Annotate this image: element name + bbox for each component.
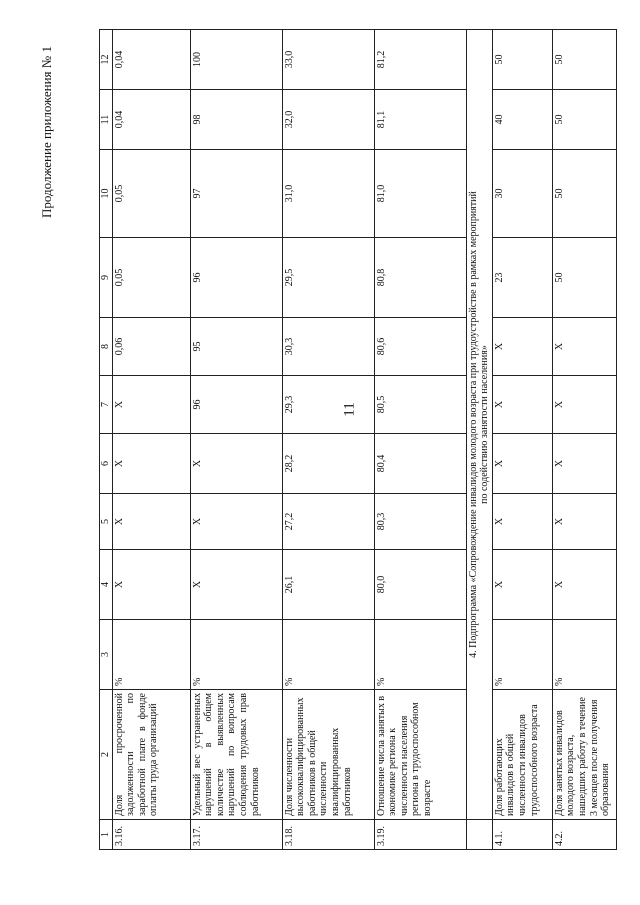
value-cell: 80,4 bbox=[374, 434, 466, 494]
value-cell: X bbox=[552, 376, 616, 434]
value-cell: 0,04 bbox=[112, 30, 190, 90]
indicator-name: Удельный вес устраненных нарушений в общем количестве выявленных нарушений по вопросам соблюдения трудовых прав работников bbox=[190, 690, 282, 820]
value-cell: 28,2 bbox=[282, 434, 374, 494]
header-cell: 8 bbox=[100, 318, 113, 376]
value-cell: 50 bbox=[492, 30, 552, 90]
unit-cell: % bbox=[282, 620, 374, 690]
header-cell: 5 bbox=[100, 494, 113, 550]
value-cell: X bbox=[112, 376, 190, 434]
indicator-name: Отношение числа занятых в экономике региона к численности населения региона в трудоспособном возрасте bbox=[374, 690, 466, 820]
value-cell: X bbox=[190, 494, 282, 550]
header-cell: 2 bbox=[100, 690, 113, 820]
header-cell: 9 bbox=[100, 238, 113, 318]
unit-cell: % bbox=[552, 620, 616, 690]
value-cell: X bbox=[190, 550, 282, 620]
value-cell: 0,05 bbox=[112, 238, 190, 318]
unit-cell: % bbox=[112, 620, 190, 690]
row-number: 3.18. bbox=[282, 820, 374, 850]
row-number: 3.19. bbox=[374, 820, 466, 850]
row-number: 3.17. bbox=[190, 820, 282, 850]
row-number: 4.2. bbox=[552, 820, 616, 850]
value-cell: 50 bbox=[552, 90, 616, 150]
value-cell: 32,0 bbox=[282, 90, 374, 150]
table-row bbox=[492, 30, 552, 850]
indicator-name: Доля занятых инвалидов молодого возраста, нашедших работу в течение 3 месяцев после получения образования bbox=[552, 690, 616, 820]
value-cell: 0,06 bbox=[112, 318, 190, 376]
value-cell: 80,6 bbox=[374, 318, 466, 376]
section-heading-line-1: 4. Подпрограмма «Сопровождение инвалидов молодого возраста при трудоустройстве в рамках мероприятий bbox=[467, 191, 479, 658]
section-heading bbox=[466, 30, 492, 820]
value-cell: X bbox=[552, 318, 616, 376]
value-cell: 0,05 bbox=[112, 150, 190, 238]
section-row bbox=[466, 30, 492, 850]
value-cell: 96 bbox=[190, 376, 282, 434]
value-cell: X bbox=[112, 494, 190, 550]
unit-cell: % bbox=[492, 620, 552, 690]
value-cell: 26,1 bbox=[282, 550, 374, 620]
value-cell: X bbox=[552, 494, 616, 550]
indicator-name: Доля просроченной задолженности по заработной плате в фонде оплаты труда организаций bbox=[112, 690, 190, 820]
value-cell: 50 bbox=[552, 30, 616, 90]
value-cell: 96 bbox=[190, 238, 282, 318]
table-row bbox=[112, 30, 190, 850]
indicator-name: Доля численности высококвалифицированных работников в общей численности квалифицированных работников bbox=[282, 690, 374, 820]
rotated-table-area bbox=[99, 30, 612, 850]
header-cell: 7 bbox=[100, 376, 113, 434]
value-cell: 0,04 bbox=[112, 90, 190, 150]
value-cell: 33,0 bbox=[282, 30, 374, 90]
value-cell: 81,0 bbox=[374, 150, 466, 238]
table-body bbox=[100, 30, 617, 850]
value-cell: X bbox=[492, 434, 552, 494]
value-cell: 80,0 bbox=[374, 550, 466, 620]
header-row bbox=[100, 30, 113, 850]
table-row bbox=[190, 30, 282, 850]
header-cell: 3 bbox=[100, 620, 113, 690]
value-cell: X bbox=[112, 434, 190, 494]
value-cell: 100 bbox=[190, 30, 282, 90]
header-cell: 10 bbox=[100, 150, 113, 238]
section-spacer bbox=[466, 820, 492, 850]
header-cell: 6 bbox=[100, 434, 113, 494]
value-cell: 31,0 bbox=[282, 150, 374, 238]
value-cell: 97 bbox=[190, 150, 282, 238]
value-cell: 30 bbox=[492, 150, 552, 238]
value-cell: 81,1 bbox=[374, 90, 466, 150]
value-cell: 80,5 bbox=[374, 376, 466, 434]
unit-cell: % bbox=[374, 620, 466, 690]
value-cell: X bbox=[492, 550, 552, 620]
header-cell: 1 bbox=[100, 820, 113, 850]
value-cell: 98 bbox=[190, 90, 282, 150]
header-cell: 4 bbox=[100, 550, 113, 620]
row-number: 4.1. bbox=[492, 820, 552, 850]
table-row bbox=[374, 30, 466, 850]
value-cell: 29,5 bbox=[282, 238, 374, 318]
header-cell: 11 bbox=[100, 90, 113, 150]
value-cell: 27,2 bbox=[282, 494, 374, 550]
indicators-table bbox=[99, 29, 617, 850]
page-number: 11 bbox=[341, 402, 358, 417]
value-cell: 80,3 bbox=[374, 494, 466, 550]
unit-cell: % bbox=[190, 620, 282, 690]
header-cell: 12 bbox=[100, 30, 113, 90]
value-cell: 23 bbox=[492, 238, 552, 318]
value-cell: 29,3 bbox=[282, 376, 374, 434]
continuation-note: Продолжение приложения № 1 bbox=[39, 46, 54, 218]
row-number: 3.16. bbox=[112, 820, 190, 850]
section-heading-line-2: по содействию занятости населения» bbox=[479, 345, 491, 504]
value-cell: X bbox=[552, 434, 616, 494]
table-row bbox=[552, 30, 616, 850]
value-cell: X bbox=[492, 318, 552, 376]
value-cell: X bbox=[492, 494, 552, 550]
indicator-name: Доля работающих инвалидов в общей численности инвалидов трудоспособного возраста bbox=[492, 690, 552, 820]
value-cell: 80,8 bbox=[374, 238, 466, 318]
value-cell: 50 bbox=[552, 150, 616, 238]
value-cell: 40 bbox=[492, 90, 552, 150]
value-cell: X bbox=[492, 376, 552, 434]
value-cell: 95 bbox=[190, 318, 282, 376]
value-cell: X bbox=[190, 434, 282, 494]
table-row bbox=[282, 30, 374, 850]
value-cell: 50 bbox=[552, 238, 616, 318]
value-cell: X bbox=[112, 550, 190, 620]
value-cell: 81,2 bbox=[374, 30, 466, 90]
value-cell: X bbox=[552, 550, 616, 620]
value-cell: 30,3 bbox=[282, 318, 374, 376]
